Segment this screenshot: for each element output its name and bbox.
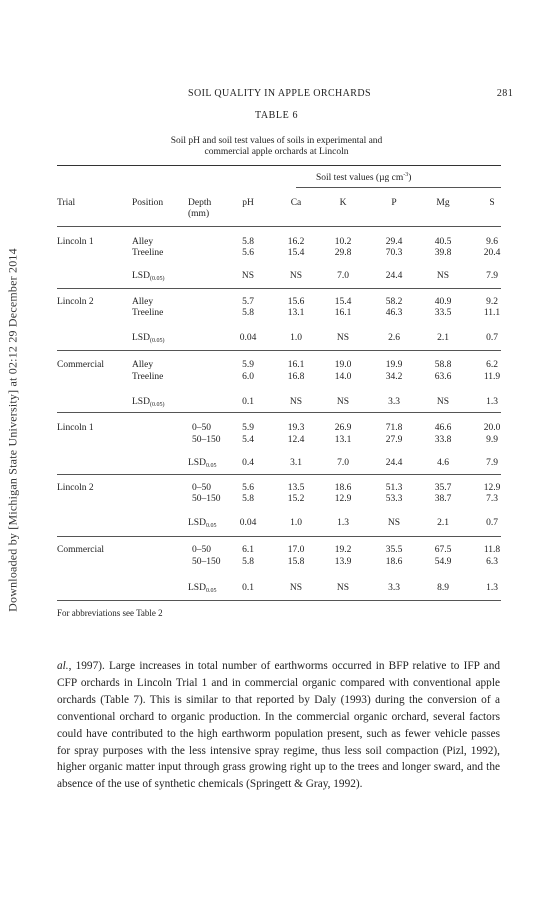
cell-trial: Lincoln 2: [57, 297, 94, 307]
cell-s: 9.2: [486, 297, 498, 307]
cell-k: 7.0: [337, 458, 349, 468]
cell-s: 7.9: [486, 458, 498, 468]
table-footnote: For abbreviations see Table 2: [57, 608, 163, 618]
body-italic-start: al.: [57, 660, 69, 672]
cell-k: 19.2: [334, 545, 352, 555]
group-rule: [57, 288, 501, 289]
cell-p: 2.6: [388, 333, 400, 343]
lsd-text: LSD: [132, 397, 150, 407]
cell-ca: 15.8: [287, 557, 305, 567]
cell-s: 9.6: [486, 237, 498, 247]
cell-ca: 19.3: [287, 423, 305, 433]
download-note: Downloaded by [Michigan State University] at 02:12 29 December 2014: [5, 248, 20, 612]
body-text: , 1997). Large increases in total number of earthworms occurred in BFP relative to IFP and CFP orchards in Lincoln Trial 1 and in commercial organic compared with conventional apple orchards (Table 7). This is similar to that reported by Daly (1993) during the conversion of a conventional orchard to organic production. In the commercial organic orchard, several factors could have contributed to the high earthworm population present, such as fewer vehicle passes for spray purposes with the less intensive spray regime, thus less soil compaction (Pizl, 1992), higher organic matter input through grass growing right up to the trees and longer sward, and the absence of the use of synthetic chemicals (Springett & Gray, 1992).: [57, 660, 500, 791]
cell-k: 29.8: [334, 248, 352, 258]
cell-ph: NS: [241, 271, 255, 281]
cell-s: 20.0: [483, 423, 501, 433]
lsd-subscript: 0.05: [205, 588, 217, 594]
cell-ca: 15.6: [287, 297, 305, 307]
table-top-rule: [57, 165, 501, 166]
spanner-rule: [296, 187, 501, 188]
header-ca: Ca: [290, 198, 302, 208]
cell-position: Treeline: [132, 372, 164, 382]
cell-ca: 13.1: [287, 308, 305, 318]
cell-ph: 0.1: [242, 583, 254, 593]
cell-ca: 15.2: [287, 494, 305, 504]
cell-trial: Commercial: [57, 360, 104, 370]
cell-mg: 40.9: [434, 297, 452, 307]
cell-s: 1.3: [486, 397, 498, 407]
lsd-subscript: (0.05): [149, 338, 165, 344]
group-rule: [57, 536, 501, 537]
lsd-text: LSD: [132, 271, 150, 281]
cell-mg: 2.1: [437, 333, 449, 343]
cell-ph: 6.1: [242, 545, 254, 555]
cell-p: 27.9: [385, 435, 403, 445]
cell-ca: 17.0: [287, 545, 305, 555]
cell-k: 13.1: [334, 435, 352, 445]
caption-line-2: commercial apple orchards at Lincoln: [204, 147, 349, 157]
cell-trial: Commercial: [57, 545, 104, 555]
cell-k: 12.9: [334, 494, 352, 504]
cell-mg: 8.9: [437, 583, 449, 593]
header-depth-unit: (mm): [188, 209, 210, 219]
cell-p: 35.5: [385, 545, 403, 555]
cell-lsd-label: [132, 333, 164, 344]
cell-mg: 33.5: [434, 308, 452, 318]
cell-depth: 50–150: [192, 435, 221, 445]
cell-s: 11.8: [483, 545, 501, 555]
cell-s: 0.7: [486, 333, 498, 343]
cell-depth: 0–50: [192, 545, 211, 555]
cell-lsd-label: [132, 397, 164, 408]
cell-mg: NS: [436, 271, 450, 281]
header-k: K: [339, 198, 347, 208]
cell-p: 19.9: [385, 360, 403, 370]
cell-p: 53.3: [385, 494, 403, 504]
header-rule: [57, 226, 501, 227]
cell-trial: Lincoln 1: [57, 423, 94, 433]
cell-p: 46.3: [385, 308, 403, 318]
cell-mg: 35.7: [434, 483, 452, 493]
lsd-text: LSD: [188, 458, 206, 468]
cell-lsd-label: [188, 458, 216, 469]
spanner-text: Soil test values (µg cm: [316, 173, 404, 183]
header-trial: Trial: [57, 198, 76, 208]
header-ph: pH: [242, 198, 254, 208]
cell-s: 12.9: [483, 483, 501, 493]
cell-depth: 0–50: [192, 423, 211, 433]
cell-p: 24.4: [385, 271, 403, 281]
cell-p: 3.3: [388, 583, 400, 593]
body-paragraph: [57, 658, 500, 793]
cell-mg: 58.8: [434, 360, 452, 370]
cell-p: 70.3: [385, 248, 403, 258]
cell-k: 13.9: [334, 557, 352, 567]
cell-k: 19.0: [334, 360, 352, 370]
cell-mg: 39.8: [434, 248, 452, 258]
cell-mg: 2.1: [437, 518, 449, 528]
cell-k: NS: [336, 583, 350, 593]
cell-ca: 15.4: [287, 248, 305, 258]
header-mg: Mg: [436, 198, 450, 208]
cell-lsd-label: [188, 583, 216, 594]
cell-ph: 5.8: [242, 308, 254, 318]
cell-k: 26.9: [334, 423, 352, 433]
cell-ca: 1.0: [290, 333, 302, 343]
lsd-subscript: (0.05): [149, 402, 165, 408]
lsd-subscript: (0.05): [149, 276, 165, 282]
cell-s: 1.3: [486, 583, 498, 593]
cell-mg: 54.9: [434, 557, 452, 567]
cell-mg: 63.6: [434, 372, 452, 382]
cell-ph: 5.4: [242, 435, 254, 445]
cell-ph: 5.6: [242, 248, 254, 258]
cell-mg: 46.6: [434, 423, 452, 433]
cell-position: Alley: [132, 237, 154, 247]
cell-p: 58.2: [385, 297, 403, 307]
cell-s: 11.9: [483, 372, 501, 382]
cell-k: 16.1: [334, 308, 352, 318]
cell-mg: 33.8: [434, 435, 452, 445]
cell-p: 51.3: [385, 483, 403, 493]
cell-trial: Lincoln 2: [57, 483, 94, 493]
cell-p: 24.4: [385, 458, 403, 468]
cell-depth: 50–150: [192, 494, 221, 504]
cell-mg: 40.5: [434, 237, 452, 247]
cell-ca: NS: [289, 271, 303, 281]
cell-p: 34.2: [385, 372, 403, 382]
table-label: TABLE 6: [254, 110, 299, 121]
group-rule: [57, 412, 501, 413]
cell-s: 9.9: [486, 435, 498, 445]
cell-k: 7.0: [337, 271, 349, 281]
cell-ca: 13.5: [287, 483, 305, 493]
cell-s: 11.1: [483, 308, 501, 318]
cell-k: NS: [336, 333, 350, 343]
spanner-heading: [316, 172, 411, 183]
cell-k: 15.4: [334, 297, 352, 307]
lsd-text: LSD: [188, 518, 206, 528]
cell-p: 71.8: [385, 423, 403, 433]
header-p: P: [391, 198, 397, 208]
cell-ca: 16.2: [287, 237, 305, 247]
cell-ph: 0.04: [239, 518, 257, 528]
lsd-text: LSD: [188, 583, 206, 593]
cell-lsd-label: [132, 271, 164, 282]
page-number: 281: [496, 88, 514, 99]
cell-k: NS: [336, 397, 350, 407]
cell-s: 7.3: [486, 494, 498, 504]
cell-ph: 5.8: [242, 557, 254, 567]
cell-k: 10.2: [334, 237, 352, 247]
group-rule: [57, 350, 501, 351]
cell-ph: 0.1: [242, 397, 254, 407]
cell-ca: 1.0: [290, 518, 302, 528]
caption-line-1: Soil pH and soil test values of soils in experimental and: [170, 136, 383, 146]
lsd-text: LSD: [132, 333, 150, 343]
table-bottom-rule: [57, 600, 501, 601]
cell-trial: Lincoln 1: [57, 237, 94, 247]
cell-mg: 67.5: [434, 545, 452, 555]
group-rule: [57, 474, 501, 475]
cell-p: 18.6: [385, 557, 403, 567]
cell-ca: 12.4: [287, 435, 305, 445]
cell-position: Treeline: [132, 308, 164, 318]
cell-ph: 5.8: [242, 237, 254, 247]
header-depth: Depth: [188, 198, 212, 208]
cell-mg: 4.6: [437, 458, 449, 468]
lsd-subscript: 0.05: [205, 463, 217, 469]
cell-ph: 0.4: [242, 458, 254, 468]
table-caption: [0, 136, 553, 158]
cell-ca: 3.1: [290, 458, 302, 468]
cell-p: 3.3: [388, 397, 400, 407]
cell-ph: 5.9: [242, 360, 254, 370]
cell-position: Alley: [132, 297, 154, 307]
cell-s: 6.3: [486, 557, 498, 567]
lsd-subscript: 0.05: [205, 523, 217, 529]
cell-k: 14.0: [334, 372, 352, 382]
cell-k: 18.6: [334, 483, 352, 493]
running-title: SOIL QUALITY IN APPLE ORCHARDS: [188, 88, 371, 99]
cell-p: 29.4: [385, 237, 403, 247]
header-position: Position: [132, 198, 164, 208]
header-s: S: [489, 198, 495, 208]
cell-ca: NS: [289, 583, 303, 593]
spanner-sup: -3: [403, 172, 409, 178]
cell-ca: 16.1: [287, 360, 305, 370]
cell-mg: 38.7: [434, 494, 452, 504]
download-note-sidebar: [6, 200, 20, 660]
cell-ph: 0.04: [239, 333, 257, 343]
cell-position: Alley: [132, 360, 154, 370]
cell-depth: 50–150: [192, 557, 221, 567]
cell-ph: 6.0: [242, 372, 254, 382]
cell-s: 7.9: [486, 271, 498, 281]
cell-ca: 16.8: [287, 372, 305, 382]
cell-p: NS: [387, 518, 401, 528]
cell-ph: 5.7: [242, 297, 254, 307]
cell-ph: 5.8: [242, 494, 254, 504]
cell-ph: 5.9: [242, 423, 254, 433]
spanner-close: ): [408, 173, 412, 183]
cell-lsd-label: [188, 518, 216, 529]
cell-s: 6.2: [486, 360, 498, 370]
cell-mg: NS: [436, 397, 450, 407]
cell-ph: 5.6: [242, 483, 254, 493]
cell-depth: 0–50: [192, 483, 211, 493]
cell-position: Treeline: [132, 248, 164, 258]
cell-s: 0.7: [486, 518, 498, 528]
cell-ca: NS: [289, 397, 303, 407]
cell-s: 20.4: [483, 248, 501, 258]
cell-k: 1.3: [337, 518, 349, 528]
